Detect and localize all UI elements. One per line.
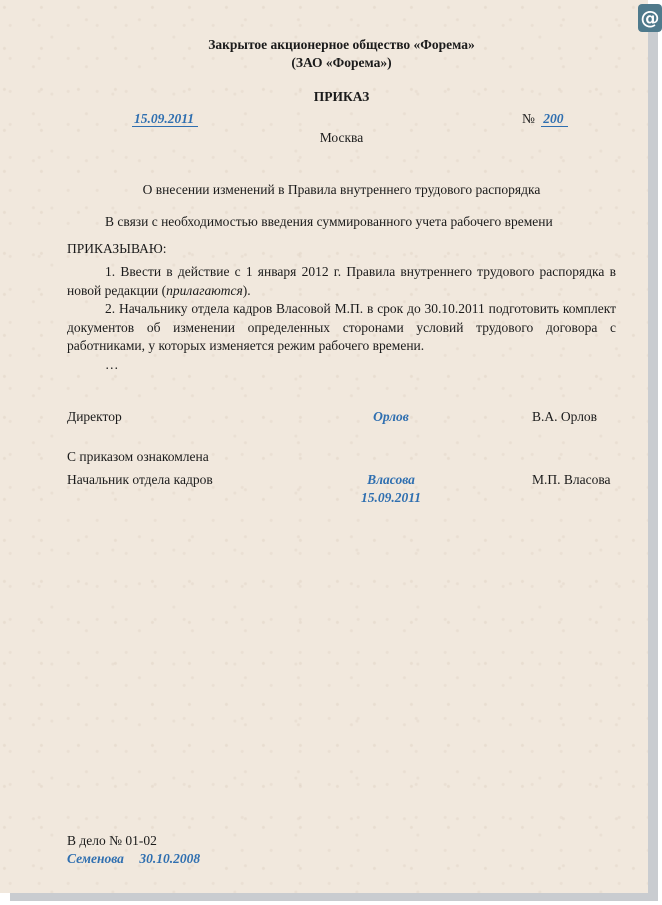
order-date: 15.09.2011: [132, 111, 198, 127]
order-city: Москва: [319, 130, 364, 145]
document-title: ПРИКАЗ: [313, 89, 370, 104]
acquaintance-name: М.П. Власова: [532, 472, 611, 487]
acquaintance-label: С приказом ознакомлена: [67, 449, 209, 464]
filing-signature-line: [67, 851, 200, 867]
acquaintance-position: Начальник отдела кадров: [67, 472, 213, 487]
director-signature: Орлов: [373, 409, 409, 424]
order-word: ПРИКАЗЫВАЮ:: [67, 241, 167, 256]
order-reason: В связи с необходимостью введения суммированного учета рабочего времени: [105, 214, 553, 229]
item-1-italic: прилагаются: [166, 282, 243, 298]
order-subject: О внесении изменений в Правила внутреннего трудового распорядка: [142, 182, 541, 197]
filing-date: 30.10.2008: [139, 851, 201, 866]
director-position: Директор: [67, 409, 122, 424]
acquaintance-signature: Власова: [367, 472, 415, 487]
order-number-field: [522, 111, 568, 127]
order-number: 200: [541, 111, 567, 127]
company-short-name: (ЗАО «Форема»): [291, 55, 392, 70]
company-full-name: Закрытое акционерное общество «Форема»: [208, 37, 475, 52]
order-item-1: [67, 263, 616, 300]
filing-signature: Семенова: [67, 851, 124, 866]
item-1-tail: ).: [242, 282, 251, 298]
acquaintance-sign-date: 15.09.2011: [360, 490, 421, 505]
at-sign-icon[interactable]: @: [638, 4, 662, 32]
item-1-text: 1. Ввести в действие с 1 января 2012 г. Правила внутреннего трудового распорядка в новой редакции (: [67, 264, 616, 298]
order-date-field: [132, 111, 198, 127]
ellipsis: …: [105, 357, 119, 372]
director-name: В.А. Орлов: [532, 409, 598, 424]
number-label: №: [522, 111, 535, 126]
filing-label: В дело № 01-02: [67, 833, 157, 848]
order-item-2: 2. Начальнику отдела кадров Власовой М.П. в срок до 30.10.2011 подготовить комплект документов об изменении определенных сторонами условий трудового договора с работниками, у которых изменяется режим рабочего времени.: [67, 301, 616, 353]
